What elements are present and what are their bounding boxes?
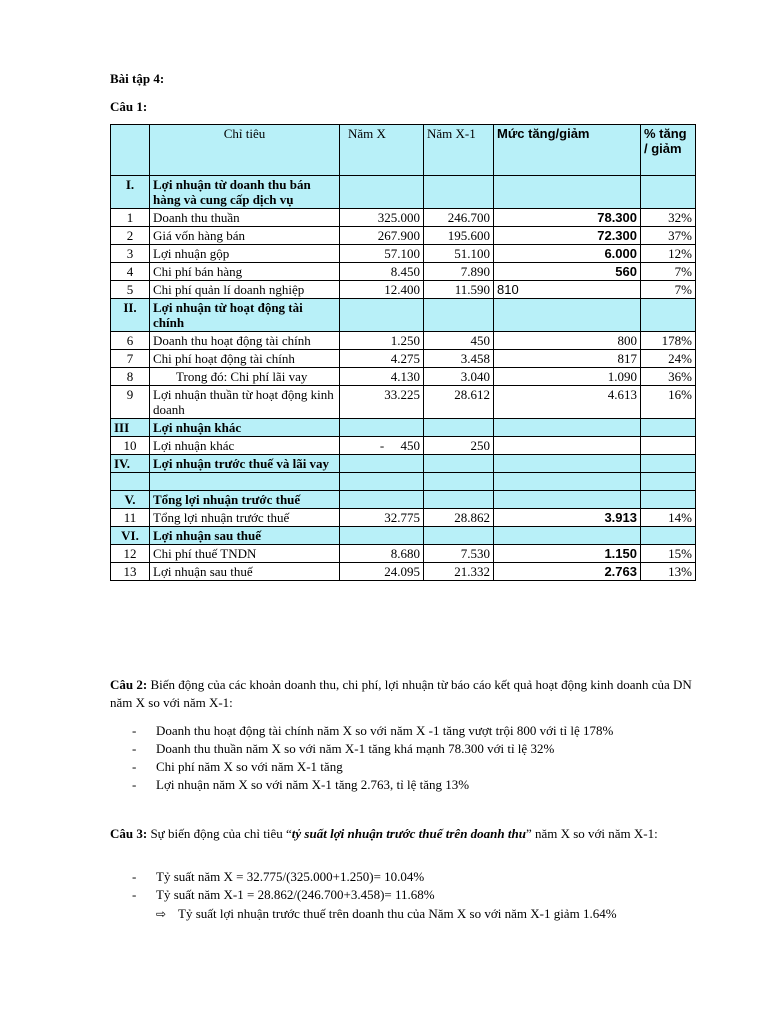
table-header-row [111,125,696,176]
question-3-paragraph [110,825,700,843]
table-row [111,437,696,455]
row-label: Trong đó: Chi phí lãi vay [150,368,340,386]
table-row [111,209,696,227]
row-percent: 13% [641,563,696,581]
row-change [494,437,641,455]
row-value-x1: 250 [424,437,494,455]
header-cell-percent: % tăng / giảm [641,125,696,176]
row-value-x: 1.250 [340,332,424,350]
row-number: 7 [111,350,150,368]
question-3-text-b: ” năm X so với năm X-1: [525,826,658,841]
row-percent [641,437,696,455]
row-value-x1: 7.890 [424,263,494,281]
table-row [111,281,696,299]
row-value-x1: 3.458 [424,350,494,368]
row-number: 5 [111,281,150,299]
table-row [111,509,696,527]
row-label: Chi phí bán hàng [150,263,340,281]
row-value-x: 4.275 [340,350,424,368]
row-value-x: - 450 [340,437,424,455]
row-value-x1: 195.600 [424,227,494,245]
row-value-x: 12.400 [340,281,424,299]
section-label: Tổng lợi nhuận trước thuế [150,491,340,509]
section-number: VI. [111,527,150,545]
list-item: - Doanh thu thuần năm X so với năm X-1 tăng khá mạnh 78.300 với tỉ lệ 32% [110,740,700,758]
section-row [111,299,696,332]
section-label: Lợi nhuận trước thuế và lãi vay [150,455,340,473]
row-value-x1: 3.040 [424,368,494,386]
row-change: 1.090 [494,368,641,386]
question-1-label: Câu 1: [110,99,148,114]
row-value-x1: 450 [424,332,494,350]
header-cell-indicator: Chỉ tiêu [150,125,340,176]
blank-row [111,473,696,491]
row-value-x: 325.000 [340,209,424,227]
section-number: I. [111,176,150,209]
list-item: - Tỷ suất năm X-1 = 28.862/(246.700+3.458)= 11.68% [110,886,700,904]
row-percent: 12% [641,245,696,263]
row-number: 10 [111,437,150,455]
row-change: 4.613 [494,386,641,419]
list-item: - Tỷ suất năm X = 32.775/(325.000+1.250)= 10.04% [110,868,700,886]
row-value-x1: 28.612 [424,386,494,419]
row-value-x: 33.225 [340,386,424,419]
row-label: Lợi nhuận sau thuế [150,563,340,581]
row-value-x1: 11.590 [424,281,494,299]
row-label: Doanh thu thuần [150,209,340,227]
row-value-x: 267.900 [340,227,424,245]
exercise-title: Bài tập 4: [110,71,165,86]
question-3-emphasis: tỷ suất lợi nhuận trước thuế trên doanh thu [291,826,526,841]
table-row [111,350,696,368]
row-percent: 16% [641,386,696,419]
list-item: - Lợi nhuận năm X so với năm X-1 tăng 2.763, tỉ lệ tăng 13% [110,776,700,794]
row-number: 4 [111,263,150,281]
row-percent: 14% [641,509,696,527]
section-label: Lợi nhuận sau thuế [150,527,340,545]
row-change: 1.150 [494,545,641,563]
row-change: 810 [494,281,641,299]
row-percent: 15% [641,545,696,563]
row-label: Giá vốn hàng bán [150,227,340,245]
row-change: 560 [494,263,641,281]
table-row [111,368,696,386]
row-label: Tổng lợi nhuận trước thuế [150,509,340,527]
header-cell-change: Mức tăng/giảm [494,125,641,176]
row-percent: 178% [641,332,696,350]
question-2-text: Biến động của các khoản doanh thu, chi phí, lợi nhuận từ báo cáo kết quả hoạt động kinh doanh của DN năm X so với năm X-1: [110,677,692,710]
section-row [111,491,696,509]
section-row [111,527,696,545]
table-row [111,332,696,350]
question-2-paragraph [110,676,700,712]
list-item: - Doanh thu hoạt động tài chính năm X so với năm X -1 tăng vượt trội 800 với tỉ lệ 178% [110,722,700,740]
section-row [111,419,696,437]
section-number: III [111,419,150,437]
section-label: Lợi nhuận từ hoạt động tài chính [150,299,340,332]
row-number: 3 [111,245,150,263]
table-row [111,263,696,281]
section-number: IV. [111,455,150,473]
row-value-x: 8.680 [340,545,424,563]
row-change: 6.000 [494,245,641,263]
section-row [111,455,696,473]
row-label: Chi phí hoạt động tài chính [150,350,340,368]
row-value-x: 57.100 [340,245,424,263]
row-change: 3.913 [494,509,641,527]
question-3-list [110,868,700,904]
row-value-x1: 28.862 [424,509,494,527]
question-3-label: Câu 3: [110,826,148,841]
header-cell-year-x1: Năm X-1 [424,125,494,176]
section-label: Lợi nhuận khác [150,419,340,437]
table-row [111,245,696,263]
row-percent: 36% [641,368,696,386]
row-value-x: 8.450 [340,263,424,281]
row-number: 11 [111,509,150,527]
row-percent: 24% [641,350,696,368]
table-row [111,563,696,581]
row-value-x1: 7.530 [424,545,494,563]
row-change: 72.300 [494,227,641,245]
row-number: 9 [111,386,150,419]
row-change: 800 [494,332,641,350]
section-label: Lợi nhuận từ doanh thu bán hàng và cung cấp dịch vụ [150,176,340,209]
arrow-right-icon: ⇨ [156,907,167,921]
row-change: 78.300 [494,209,641,227]
table-row [111,545,696,563]
section-row [111,176,696,209]
row-value-x1: 21.332 [424,563,494,581]
row-value-x: 24.095 [340,563,424,581]
conclusion-text: Tỷ suất lợi nhuận trước thuế trên doanh thu của Năm X so với năm X-1 giảm 1.64% [178,906,617,921]
row-label: Chi phí quản lí doanh nghiệp [150,281,340,299]
row-number: 6 [111,332,150,350]
row-value-x: 4.130 [340,368,424,386]
row-label: Chi phí thuế TNDN [150,545,340,563]
row-value-x1: 246.700 [424,209,494,227]
header-cell-year-x: Năm X [340,125,424,176]
list-item: - Chi phí năm X so với năm X-1 tăng [110,758,700,776]
row-value-x1: 51.100 [424,245,494,263]
row-value-x: 32.775 [340,509,424,527]
question-2-label: Câu 2: [110,677,148,692]
section-number: II. [111,299,150,332]
row-number: 2 [111,227,150,245]
row-label: Lợi nhuận gộp [150,245,340,263]
row-percent: 7% [641,263,696,281]
row-change: 817 [494,350,641,368]
question-3-text-a: Sự biến động của chỉ tiêu “ [147,826,292,841]
row-label: Lợi nhuận thuần từ hoạt động kinh doanh [150,386,340,419]
financial-table [110,124,696,581]
row-number: 1 [111,209,150,227]
row-change: 2.763 [494,563,641,581]
row-number: 8 [111,368,150,386]
table-row [111,227,696,245]
row-number: 13 [111,563,150,581]
row-percent: 37% [641,227,696,245]
section-number: V. [111,491,150,509]
row-percent: 7% [641,281,696,299]
conclusion [156,905,718,923]
row-label: Lợi nhuận khác [150,437,340,455]
row-label: Doanh thu hoạt động tài chính [150,332,340,350]
question-2-list [110,722,700,794]
row-percent: 32% [641,209,696,227]
table-row [111,386,696,419]
header-cell-no [111,125,150,176]
row-number: 12 [111,545,150,563]
